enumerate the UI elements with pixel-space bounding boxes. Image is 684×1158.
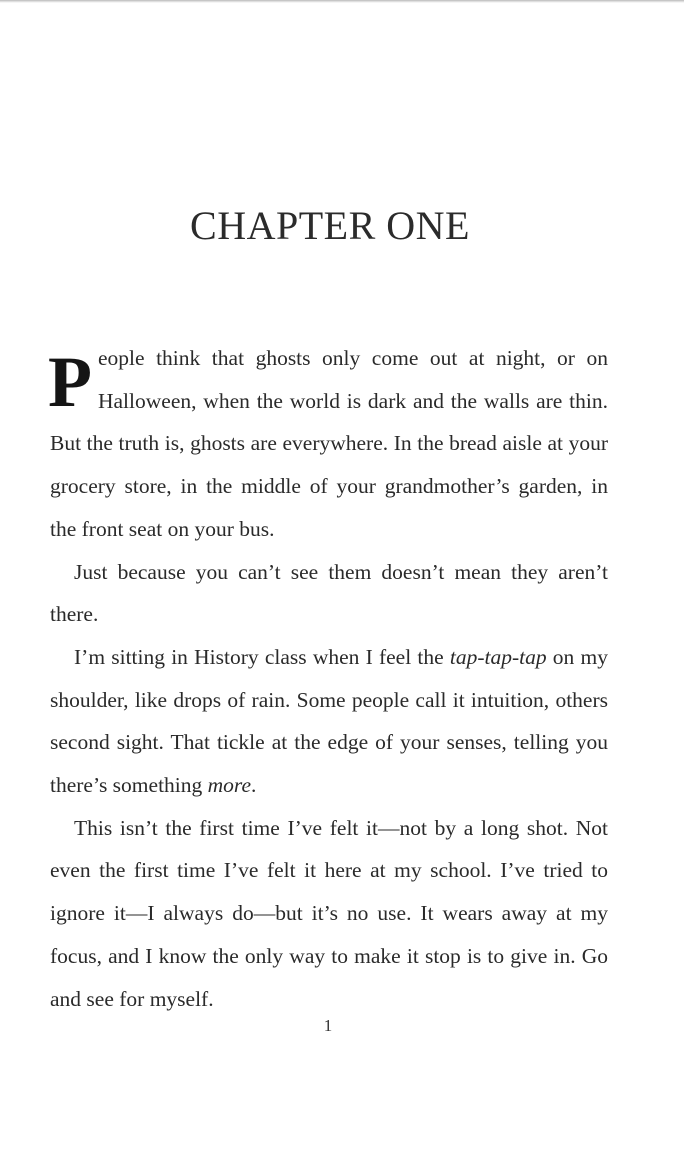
- body-text: [50, 337, 608, 1020]
- paragraph-1-text: eople think that ghosts only come out at night, or on Halloween, when the world is dark and the walls are thin. But the truth is, ghosts are everywhere. In the bread aisle at your grocery store, in the middle of your grandmother’s garden, in the front seat on your bus.: [50, 346, 608, 541]
- page-top-edge: [0, 0, 684, 3]
- paragraph-3: [50, 636, 608, 807]
- paragraph-2: Just because you can’t see them doesn’t mean they aren’t there.: [50, 559, 608, 627]
- paragraph-3-text-middle: on my shoulder, like drops of rain. Some people call it intuition, others second sight. That tickle at the edge of your senses, telling you there’s something: [50, 644, 608, 798]
- page-number: 1: [323, 1016, 333, 1035]
- paragraph-3-text-end: .: [251, 773, 257, 798]
- chapter-title: CHAPTER ONE: [190, 203, 470, 248]
- paragraph-3-text-start: I’m sitting in History class when I feel the: [74, 644, 450, 669]
- paragraph-1: [50, 337, 608, 551]
- emphasis-more: more: [207, 773, 252, 798]
- drop-cap: P: [48, 342, 92, 422]
- emphasis-tap-tap-tap: tap-tap-tap: [449, 644, 547, 669]
- paragraph-4: This isn’t the first time I’ve felt it—not by a long shot. Not even the first time I’ve felt it here at my school. I’ve tried to ignore it—I always do—but it’s no use. It wears away at my focus, and I know the only way to make it stop is to give in. Go and see for myself.: [50, 815, 608, 1011]
